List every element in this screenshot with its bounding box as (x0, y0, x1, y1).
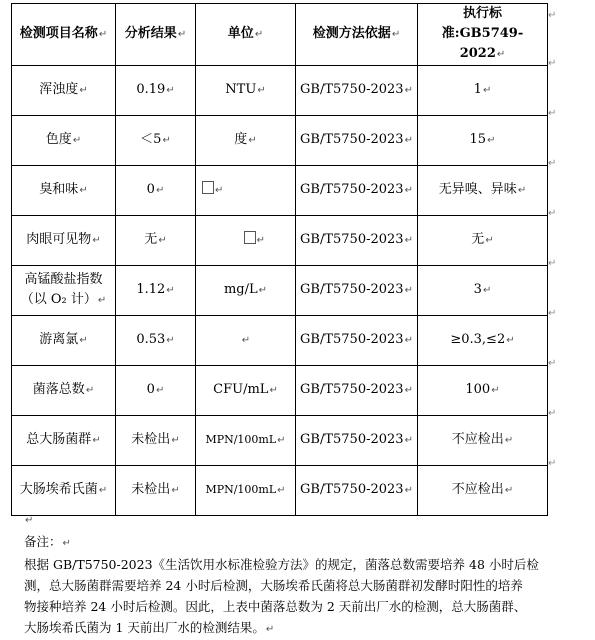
table-row (12, 316, 548, 366)
cell-standard: 1↵ (418, 66, 548, 116)
cell-unit: CFU/mL↵ (196, 366, 296, 416)
header-standard: 执行标 准:GB5749-2022↵ (418, 4, 548, 66)
table-row (12, 366, 548, 416)
placeholder-box-icon (202, 181, 214, 194)
cell-method: GB/T5750-2023↵ (296, 166, 418, 216)
cell-result: 未检出↵ (116, 416, 196, 466)
table-row (12, 66, 548, 116)
cell-standard: 不应检出↵ (418, 466, 548, 516)
cell-method: GB/T5750-2023↵ (296, 366, 418, 416)
cell-unit: MPN/100mL↵ (196, 416, 296, 466)
cell-result: 0↵ (116, 166, 196, 216)
cell-standard: 无异嗅、异味↵ (418, 166, 548, 216)
cell-method: GB/T5750-2023↵ (296, 316, 418, 366)
empty-paragraph: ↵ (25, 515, 34, 526)
cell-standard: 3↵ (418, 266, 548, 316)
cell-method: GB/T5750-2023↵ (296, 216, 418, 266)
cell-standard: 不应检出↵ (418, 416, 548, 466)
cell-item: 总大肠菌群↵ (12, 416, 116, 466)
cell-item: 色度↵ (12, 116, 116, 166)
cell-unit: ↵ (196, 216, 296, 266)
table-row (12, 216, 548, 266)
cell-standard: 无↵ (418, 216, 548, 266)
cell-standard: 100↵ (418, 366, 548, 416)
row-end-mark: ↵ (548, 358, 557, 369)
cell-item: 大肠埃希氏菌↵ (12, 466, 116, 516)
cell-method: GB/T5750-2023↵ (296, 416, 418, 466)
cell-result: 1.12↵ (116, 266, 196, 316)
cell-item: 浑浊度↵ (12, 66, 116, 116)
cell-result: 未检出↵ (116, 466, 196, 516)
row-end-mark: ↵ (548, 458, 557, 469)
cell-item: 游离氯↵ (12, 316, 116, 366)
notes-line: 根据 GB/T5750-2023《生活饮用水标准检验方法》的规定，菌落总数需要培养 48 小时后检 (24, 557, 539, 572)
cell-standard: ≥0.3,≤2↵ (418, 316, 548, 366)
header-result: 分析结果↵ (116, 4, 196, 66)
cell-result: ＜5↵ (116, 116, 196, 166)
cell-unit: mg/L↵ (196, 266, 296, 316)
cell-item: 高锰酸盐指数 （以 O₂ 计）↵ (12, 266, 116, 316)
cell-unit: ↵ (196, 316, 296, 366)
row-end-mark: ↵ (548, 208, 557, 219)
cell-standard: 15↵ (418, 116, 548, 166)
cell-unit: ↵ (196, 166, 296, 216)
cell-result: 无↵ (116, 216, 196, 266)
cell-item: 菌落总数↵ (12, 366, 116, 416)
table-row (12, 416, 548, 466)
table-row (12, 266, 548, 316)
cell-method: GB/T5750-2023↵ (296, 466, 418, 516)
row-end-mark: ↵ (548, 158, 557, 169)
row-end-mark: ↵ (548, 108, 557, 119)
notes-section (24, 508, 586, 640)
notes-line: 物接种培养 24 小时后检测。因此，上表中菌落总数为 2 天前出厂水的检测，总大肠菌群、 (24, 599, 527, 614)
notes-line: 测，总大肠菌群需要培养 24 小时后检测，大肠埃希氏菌将总大肠菌群初发酵时阳性的培养 (24, 578, 523, 593)
row-end-mark: ↵ (548, 10, 557, 21)
table-header-row (12, 4, 548, 66)
cell-result: 0.19↵ (116, 66, 196, 116)
row-end-mark: ↵ (548, 408, 557, 419)
header-item-name: 检测项目名称↵ (12, 4, 116, 66)
table-row (12, 116, 548, 166)
cell-result: 0↵ (116, 366, 196, 416)
row-end-mark: ↵ (548, 58, 557, 69)
cell-method: GB/T5750-2023↵ (296, 266, 418, 316)
cell-unit: 度↵ (196, 116, 296, 166)
cell-method: GB/T5750-2023↵ (296, 66, 418, 116)
cell-method: GB/T5750-2023↵ (296, 116, 418, 166)
cell-item: 肉眼可见物↵ (12, 216, 116, 266)
notes-line: 大肠埃希氏菌为 1 天前出厂水的检测结果。↵ (24, 620, 275, 635)
placeholder-box-icon (244, 231, 256, 244)
notes-label: 备注：↵ (24, 534, 71, 549)
row-end-mark: ↵ (548, 258, 557, 269)
header-method: 检测方法依据↵ (296, 4, 418, 66)
cell-result: 0.53↵ (116, 316, 196, 366)
cell-item: 臭和味↵ (12, 166, 116, 216)
cell-unit: MPN/100mL↵ (196, 466, 296, 516)
header-unit: 单位↵ (196, 4, 296, 66)
water-quality-table (11, 3, 548, 516)
cell-unit: NTU↵ (196, 66, 296, 116)
table-row (12, 166, 548, 216)
row-end-mark: ↵ (548, 308, 557, 319)
